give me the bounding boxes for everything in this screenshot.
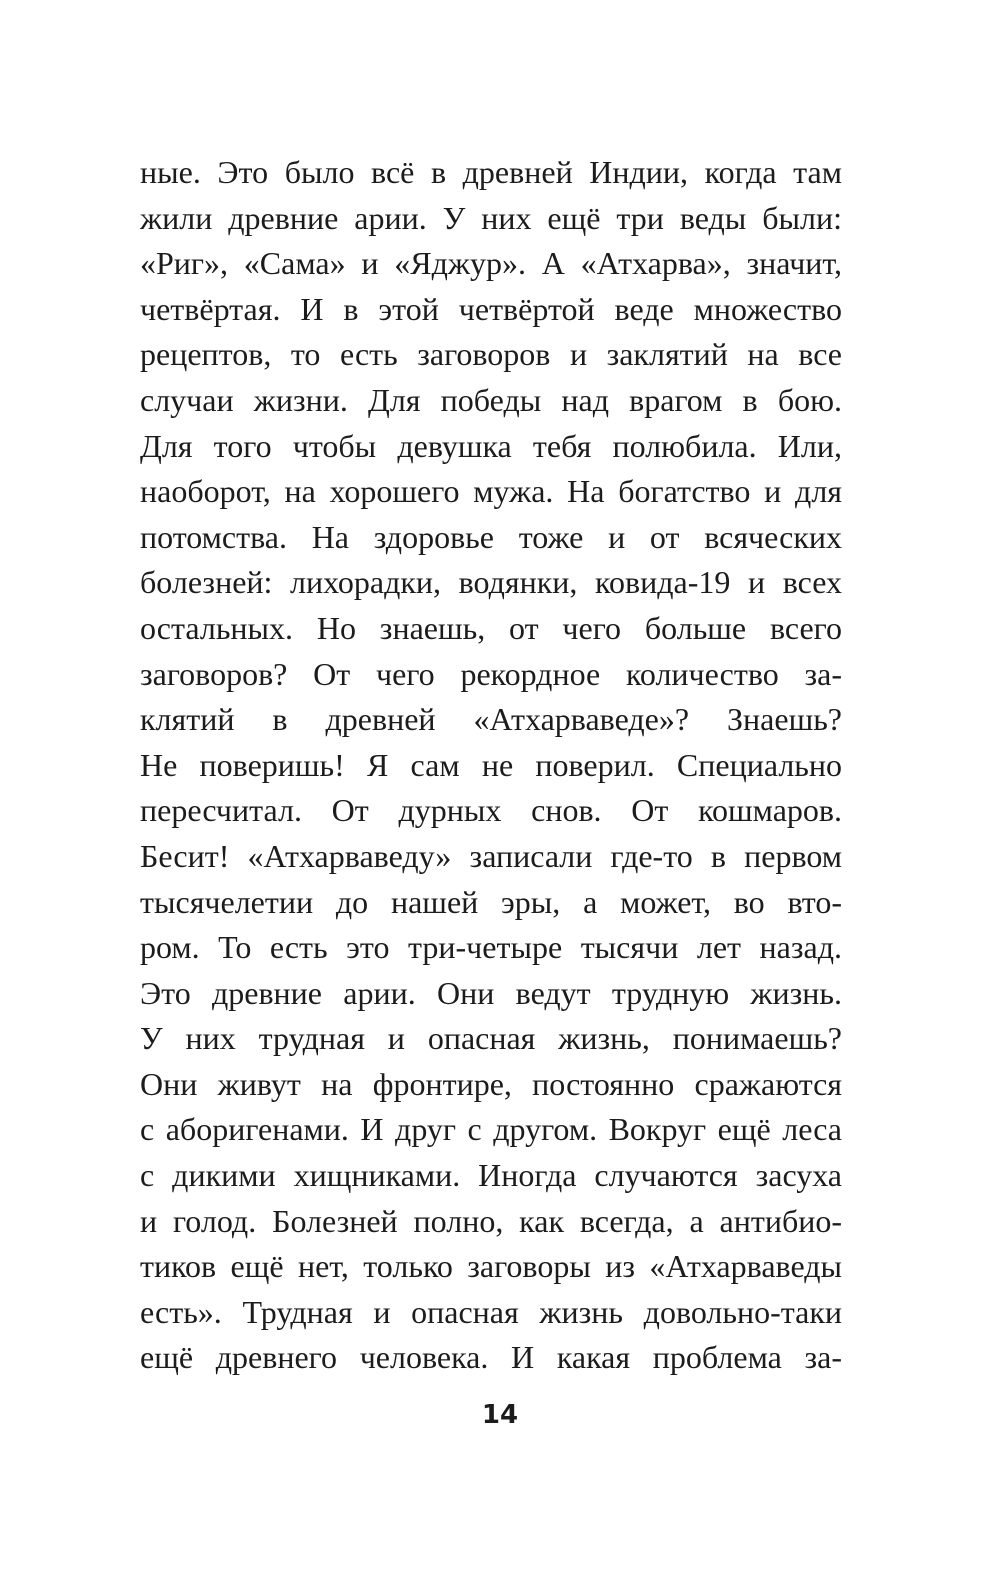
- text-line: ещё древнего человека. И какая проблема за-: [140, 1339, 842, 1376]
- text-line: заговоров? От чего рекордное количество за-: [140, 655, 842, 692]
- text-line: болезней: лихорадки, водянки, ковида-19 и всех: [140, 564, 842, 601]
- text-line: Это древние арии. Они ведут трудную жизнь.: [140, 974, 842, 1011]
- text-line: есть». Трудная и опасная жизнь довольно-таки: [140, 1293, 842, 1330]
- text-line: ром. То есть это три-четыре тысячи лет назад.: [140, 929, 842, 966]
- text-line: случаи жизни. Для победы над врагом в бою.: [140, 381, 842, 418]
- text-line: жили древние арии. У них ещё три веды были:: [140, 199, 842, 236]
- text-line: Бесит! «Атхарваведу» записали где-то в первом: [140, 837, 842, 874]
- text-line: тиков ещё нет, только заговоры из «Атхарваведы: [140, 1248, 842, 1285]
- text-line: наоборот, на хорошего мужа. На богатство и для: [140, 473, 842, 510]
- page-number: 14: [481, 1400, 519, 1430]
- text-line: У них трудная и опасная жизнь, понимаешь?: [140, 1020, 842, 1057]
- text-line: «Риг», «Сама» и «Яджур». А «Атхарва», значит,: [140, 245, 842, 282]
- text-line: с дикими хищниками. Иногда случаются засуха: [140, 1157, 842, 1194]
- text-line: потомства. На здоровье тоже и от всяческих: [140, 518, 842, 555]
- text-line: ные. Это было всё в древней Индии, когда там: [140, 154, 842, 190]
- text-line: тысячелетии до нашей эры, а может, во вто-: [140, 883, 842, 920]
- text-line: Не поверишь! Я сам не поверил. Специально: [140, 746, 842, 783]
- body-text: [140, 150, 842, 1381]
- text-line: Они живут на фронтире, постоянно сражаются: [140, 1065, 842, 1102]
- text-line: четвёртая. И в этой четвёртой веде множество: [140, 290, 842, 327]
- text-line: рецептов, то есть заговоров и заклятий на все: [140, 336, 842, 373]
- text-line: остальных. Но знаешь, от чего больше всего: [140, 609, 842, 646]
- text-line: и голод. Болезней полно, как всегда, а антибио-: [140, 1202, 842, 1239]
- text-line: клятий в древней «Атхарваведе»? Знаешь?: [140, 701, 842, 738]
- text-line: с аборигенами. И друг с другом. Вокруг ещё леса: [140, 1111, 842, 1148]
- text-line: пересчитал. От дурных снов. От кошмаров.: [140, 792, 842, 829]
- text-line: Для того чтобы девушка тебя полюбила. Или,: [140, 427, 842, 464]
